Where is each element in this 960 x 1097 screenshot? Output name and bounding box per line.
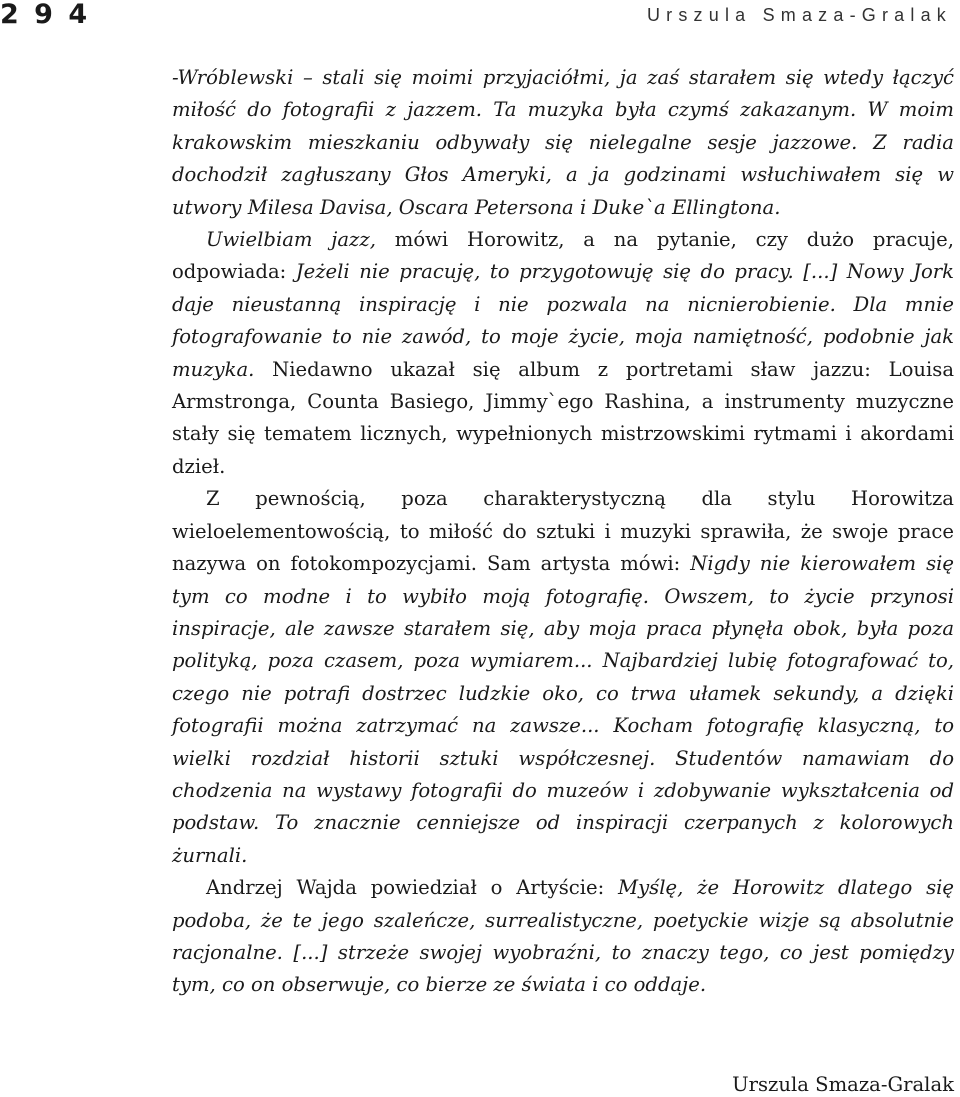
narration-text: mówi Horowitz, a na pytanie, czy dużo pracuje, odpowiada: — [172, 228, 954, 284]
quote-text: -Wróblewski – stali się moimi przyjaciółmi, ja zaś starałem się wtedy łączyć miłość do fotografii z jazzem. Ta muzyka była czymś zakazanym. W moim krakowskim mieszkaniu odbywały się nielegalne sesje jazzowe. Z radia dochodził zagłuszany Głos Ameryki, a ja godzinami wsłuchiwałem się w utwory Milesa Davisa, Oscara Petersona i Duke`a Ellingtona. — [172, 66, 954, 219]
narration-text: Niedawno ukazał się album z portretami sław jazzu: Louisa Armstronga, Counta Basiego, Jimmy`ego Rashina, a instrumenty muzyczne stały się tematem licznych, wypełnionych mistrzowskimi rytmami i akordami dzieł. — [172, 357, 954, 478]
running-head-author: Urszula Smaza-Gralak — [646, 5, 952, 25]
narration-text: Andrzej Wajda powiedział o Artyście: — [206, 876, 619, 900]
narration-text: Z pewnością, poza charakterystyczną dla stylu Horowitza wieloelementowością, to miłość do sztuki i muzyki sprawiła, że swoje prace nazywa on fotokompozycjami. Sam artysta mówi: — [172, 487, 954, 576]
author-signature: Urszula Smaza-Gralak — [732, 1073, 954, 1096]
paragraph-jazz — [172, 224, 954, 483]
paragraph-fotokompozycje — [172, 483, 954, 872]
quote-text: Jeżeli nie pracuję, to przygotowuję się do pracy. [...] Nowy Jork daje nieustanną inspirację i nie pozwala na nicnierobienie. Dla mnie fotografowanie to nie zawód, to moje życie, moja namiętność, podobnie jak muzyka. — [172, 260, 955, 381]
article-body — [172, 62, 954, 1002]
paragraph-quote-continuation — [172, 62, 954, 224]
paragraph-wajda — [172, 872, 954, 1002]
page-number: 2 9 4 — [0, 0, 91, 30]
quote-text: Nigdy nie kierowałem się tym co modne i to wybiło moją fotografię. Owszem, to życie przynosi inspiracje, ale zawsze starałem się, aby moja praca płynęła obok, była poza polityką, poza czasem, poza wymiarem... Najbardziej lubię fotografować to, czego nie potrafi dostrzec ludzkie oko, co trwa ułamek sekundy, a dzięki fotografii można zatrzymać na zawsze... Kocham fotografię klasyczną, to wielki rozdział historii sztuki współczesnej. Studentów namawiam do chodzenia na wystawy fotografii do muzeów i zdobywanie wykształcenia od podstaw. To znacznie cenniejsze od inspiracji czerpanych z kolorowych żurnali. — [172, 552, 954, 867]
quote-text: Myślę, że Horowitz dlatego się podoba, że te jego szaleńcze, surrealistyczne, poetyckie wizje są absolutnie racjonalne. [...] strzeże swojej wyobraźni, to znaczy tego, co jest pomiędzy tym, co on obserwuje, co bierze ze świata i co oddaje. — [172, 876, 954, 997]
quote-text: Uwielbiam jazz, — [206, 228, 395, 252]
